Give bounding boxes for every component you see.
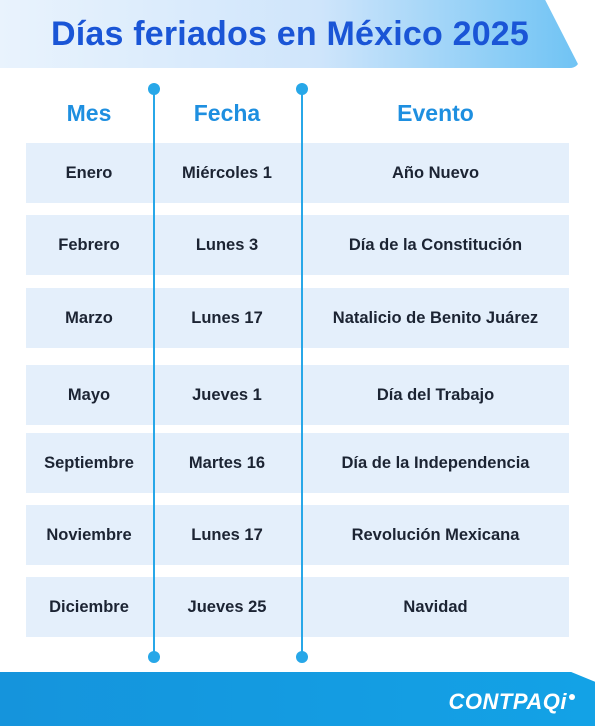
month-cell: Mayo (67, 385, 111, 404)
month-cell: Enero (65, 163, 113, 182)
date-cell: Lunes 17 (191, 525, 263, 544)
month-cell: Noviembre (46, 525, 132, 544)
logo-dot-icon (569, 694, 575, 700)
date-cell: Jueves 25 (187, 597, 267, 616)
event-cell: Revolución Mexicana (351, 525, 520, 544)
table-row (26, 215, 569, 275)
divider-top-dot (148, 83, 160, 95)
divider-bottom-dot (148, 651, 160, 663)
page-title: Días feriados en México 2025 (50, 14, 530, 53)
column-header-month: Mes (66, 99, 112, 126)
table-row (26, 577, 569, 637)
brand-logo (449, 686, 576, 718)
date-cell: Martes 16 (188, 453, 266, 472)
logo-text: CONTPAQ (448, 689, 561, 714)
date-cell: Miércoles 1 (182, 163, 272, 182)
event-cell: Navidad (403, 597, 468, 616)
event-cell: Día del Trabajo (376, 385, 495, 404)
table-header (0, 96, 595, 130)
event-cell: Día de la Independencia (341, 453, 530, 472)
table-row (26, 505, 569, 565)
date-cell: Lunes 17 (191, 308, 263, 327)
event-cell: Día de la Constitución (348, 235, 523, 254)
date-cell: Lunes 3 (195, 235, 259, 254)
column-header-event: Evento (397, 99, 474, 126)
divider-top-dot (296, 83, 308, 95)
logo-suffix: i (560, 689, 567, 714)
month-cell: Septiembre (44, 453, 134, 472)
month-cell: Diciembre (49, 597, 129, 616)
table-row (26, 143, 569, 203)
event-cell: Natalicio de Benito Juárez (332, 308, 539, 327)
table-row (26, 288, 569, 348)
month-cell: Marzo (65, 308, 113, 327)
month-cell: Febrero (58, 235, 120, 254)
column-header-date: Fecha (193, 99, 261, 126)
table-row (26, 433, 569, 493)
event-cell: Año Nuevo (391, 163, 480, 182)
column-divider-left (153, 89, 155, 657)
divider-bottom-dot (296, 651, 308, 663)
date-cell: Jueves 1 (192, 385, 262, 404)
table-row (26, 365, 569, 425)
column-divider-right (301, 89, 303, 657)
